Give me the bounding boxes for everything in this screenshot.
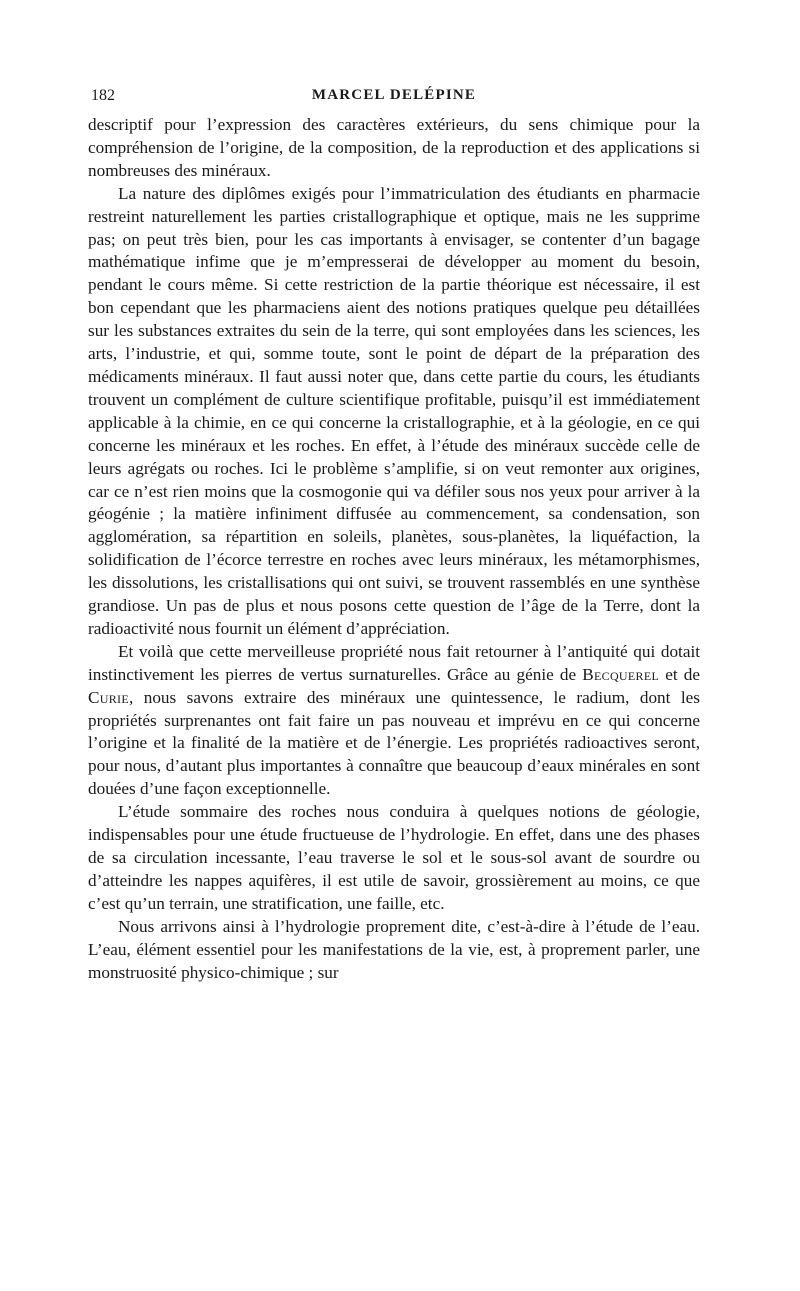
paragraph [88,641,700,801]
paragraph [88,183,700,641]
paragraph [88,801,700,916]
author-name-becquerel: Becquerel [582,664,660,684]
document-page [88,84,700,984]
author-name-curie: Curie [88,687,129,707]
paragraph-text: descriptif pour l’expression des caractères extérieurs, du sens chimique pour la compréhension de l’origine, de la composition, de la reproduction et des applications si nombreuses des minéraux. [88,115,700,180]
page-number: 182 [91,87,115,104]
body-text [88,114,700,984]
paragraph-text: et de [659,664,700,684]
running-title: MARCEL DELÉPINE [311,87,477,103]
paragraph-text: , nous savons extraire des minéraux une quintessence, le radium, dont les propriétés surprenantes ont fait faire un pas nouveau et imprévu en ce qui concerne l’origine et la finalité de la matière et de l’énergie. Les propriétés radioactives seront, pour nous, d’autant plus importantes à connaître que beaucoup d’eaux minérales en sont douées d’une façon exceptionnelle. [88,687,700,799]
page-header [88,84,700,114]
paragraph-text: La nature des diplômes exigés pour l’immatriculation des étudiants en pharmacie restreint naturellement les parties cristallographique et optique, mais ne les supprime pas; on peut très bien, pour les cas importants à envisager, se contenter d’un bagage mathématique infime que je m’empresserai de développer au moment du besoin, pendant le cours même. Si cette restriction de la partie théorique est nécessaire, il est bon cependant que les pharmaciens aient des notions pratiques quelque peu détaillées sur les substances extraites du sein de la terre, qui sont employées dans les sciences, les arts, l’industrie, et qui, somme toute, sont le point de départ de la préparation des médicaments minéraux. Il faut aussi noter que, dans cette partie du cours, les étudiants trouvent un complément de culture scientifique profitable, puisqu’il est immédiatement applicable à la chimie, en ce qui concerne la cristallographie, et à la géologie, en ce qui concerne les minéraux et les roches. En effet, à l’étude des minéraux succède celle de leurs agrégats ou roches. Ici le problème s’amplifie, si on veut remonter aux origines, car ce n’est rien moins que la cosmogonie qui va défiler sous nos yeux pour arriver à la géogénie ; la matière infiniment diffusée au commencement, sa condensation, son agglomération, sa répartition en soleils, planètes, sous-planètes, la liquéfaction, la solidification de l’écorce terrestre en roches avec leurs minéraux, les métamorphismes, les dissolutions, les cristallisations qui ont suivi, se trouvent rassemblés en une synthèse grandiose. Un pas de plus et nous posons cette question de l’âge de la Terre, dont la radioactivité nous fournit un élément d’appréciation. [88,183,700,638]
paragraph [88,114,700,183]
paragraph-text: L’étude sommaire des roches nous conduira à quelques notions de géologie, indispensables pour une étude fructueuse de l’hydrologie. En effet, dans une des phases de sa circulation incessante, l’eau traverse le sol et le sous-sol avant de sourdre ou d’atteindre les nappes aquifères, il est utile de savoir, grossièrement au moins, ce que c’est qu’un terrain, une stratification, une faille, etc. [88,802,700,913]
paragraph [88,916,700,985]
paragraph-text: Et voilà que cette merveilleuse propriété nous fait retourner à l’antiquité qui dotait instinctivement les pierres de vertus surnaturelles. Grâce au génie de [88,641,700,684]
paragraph-text: Nous arrivons ainsi à l’hydrologie proprement dite, c’est-à-dire à l’étude de l’eau. L’eau, élément essentiel pour les manifestations de la vie, est, à proprement parler, une monstruosité physico-chimique ; sur [88,916,700,982]
